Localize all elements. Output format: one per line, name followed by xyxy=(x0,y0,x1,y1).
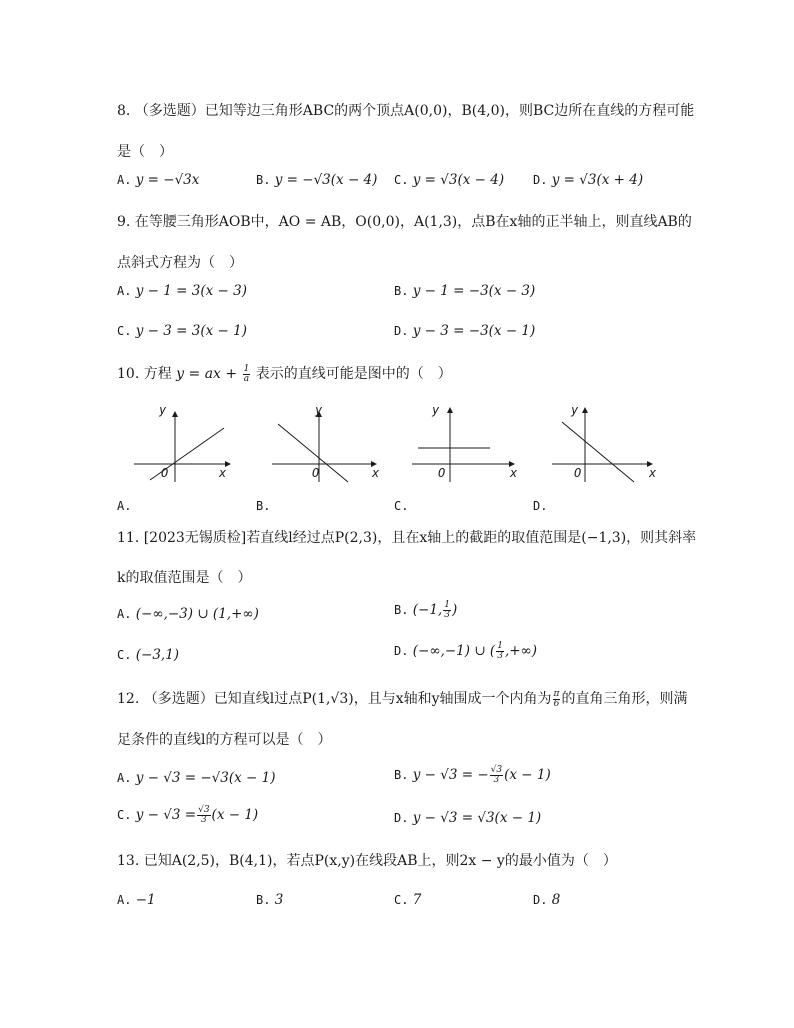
q8-option-a[interactable]: A. y = −√3x xyxy=(117,172,200,188)
q11-stem-line2: k的取值范围是（ ） xyxy=(117,570,252,586)
q9-stem-line2: 点斜式方程为（ ） xyxy=(117,255,243,271)
q10-graph-b-ylabel: y xyxy=(315,403,323,417)
q8-stem-line2: 是（ ） xyxy=(117,144,173,160)
q10-graph-d-origin: O xyxy=(574,466,582,480)
q10-graph-a[interactable] xyxy=(134,402,244,484)
q10-graph-a-label: A. xyxy=(117,499,132,513)
q10-graph-d-xlabel: x xyxy=(649,466,657,480)
q9-option-c[interactable]: C. y − 3 = 3(x − 1) xyxy=(117,323,247,339)
q10-graph-c-label: C. xyxy=(394,499,409,513)
q10-graph-b-origin: O xyxy=(312,466,320,480)
q12-option-b[interactable]: B. y − √3 = − $\frac{√3}{3}$ (x − 1) xyxy=(394,765,551,785)
q12-option-d[interactable]: D. y − √3 = √3(x − 1) xyxy=(394,810,542,826)
q8-stem-line1: 8. （多选题）已知等边三角形ABC的两个顶点A(0,0)，B(4,0)，则BC边所在直线的方程可能 xyxy=(117,103,695,119)
q11-option-d[interactable]: D. (−∞,−1) ∪ ( $\frac{1}{3}$ ,+∞) xyxy=(394,641,538,661)
q13-option-c[interactable]: C. 7 xyxy=(394,892,422,908)
q8-option-b[interactable]: B. y = −√3(x − 4) xyxy=(256,172,378,188)
q11-option-a[interactable]: A. (−∞,−3) ∪ (1,+∞) xyxy=(117,606,259,622)
q13-option-a[interactable]: A. −1 xyxy=(117,892,156,908)
q10-graph-c-xlabel: x xyxy=(510,466,518,480)
q10-graph-d-label: D. xyxy=(533,499,548,513)
q10-graph-c-ylabel: y xyxy=(432,403,440,417)
q10-graph-a-ylabel: y xyxy=(159,403,167,417)
q10-graph-b-label: B. xyxy=(256,499,271,513)
q10-graph-c[interactable] xyxy=(412,402,522,484)
q10-graph-d-ylabel: y xyxy=(571,403,579,417)
q10-graph-d[interactable] xyxy=(552,402,662,484)
q12-stem-line1: 12. （多选题）已知直线l过点P(1,√3)，且与x轴和y轴围成一个内角为 $\frac{\pi}{6}$ 的直角三角形，则满 xyxy=(117,688,688,709)
q12-stem-line2: 足条件的直线l的方程可以是（ ） xyxy=(117,732,332,748)
q10-graph-b[interactable] xyxy=(272,402,382,484)
q10-graph-a-origin: O xyxy=(161,466,169,480)
q9-option-d[interactable]: D. y − 3 = −3(x − 1) xyxy=(394,323,536,339)
q12-option-c[interactable]: C. y − √3 = $\frac{√3}{3}$ (x − 1) xyxy=(117,805,259,825)
q9-option-b[interactable]: B. y − 1 = −3(x − 3) xyxy=(394,283,536,299)
q12-angle-frac: $\frac{\pi}{6}$ xyxy=(553,688,560,709)
q10-graph-a-xlabel: x xyxy=(219,466,227,480)
q13-stem: 13. 已知A(2,5)，B(4,1)，若点P(x,y)在线段AB上，则2x − y的最小值为（ ） xyxy=(117,853,617,869)
q10-stem: 10. 方程 y = ax + $\frac{1}{a}$ 表示的直线可能是图中的（ ） xyxy=(117,363,452,384)
q13-option-d[interactable]: D. 8 xyxy=(533,892,561,908)
q8-option-d[interactable]: D. y = √3(x + 4) xyxy=(533,172,644,188)
q13-option-b[interactable]: B. 3 xyxy=(256,892,284,908)
q12-option-a[interactable]: A. y − √3 = −√3(x − 1) xyxy=(117,770,276,786)
q8-option-c[interactable]: C. y = √3(x − 4) xyxy=(394,172,505,188)
q11-stem-line1: 11. [2023无锡质检]若直线l经过点P(2,3)，且在x轴上的截距的取值范围是(−1,3)，则其斜率 xyxy=(117,530,697,546)
q10-graph-b-xlabel: x xyxy=(372,466,380,480)
q11-option-c[interactable]: C. (−3,1) xyxy=(117,647,180,663)
q11-option-b[interactable]: B. (−1, $\frac{1}{3}$ ) xyxy=(394,600,458,620)
q10-frac: $\frac{1}{a}$ xyxy=(243,363,250,384)
q10-graph-c-origin: O xyxy=(438,466,446,480)
q9-option-a[interactable]: A. y − 1 = 3(x − 3) xyxy=(117,283,247,299)
q9-stem-line1: 9. 在等腰三角形AOB中，AO = AB，O(0,0)，A(1,3)，点B在x轴的正半轴上，则直线AB的 xyxy=(117,214,692,230)
